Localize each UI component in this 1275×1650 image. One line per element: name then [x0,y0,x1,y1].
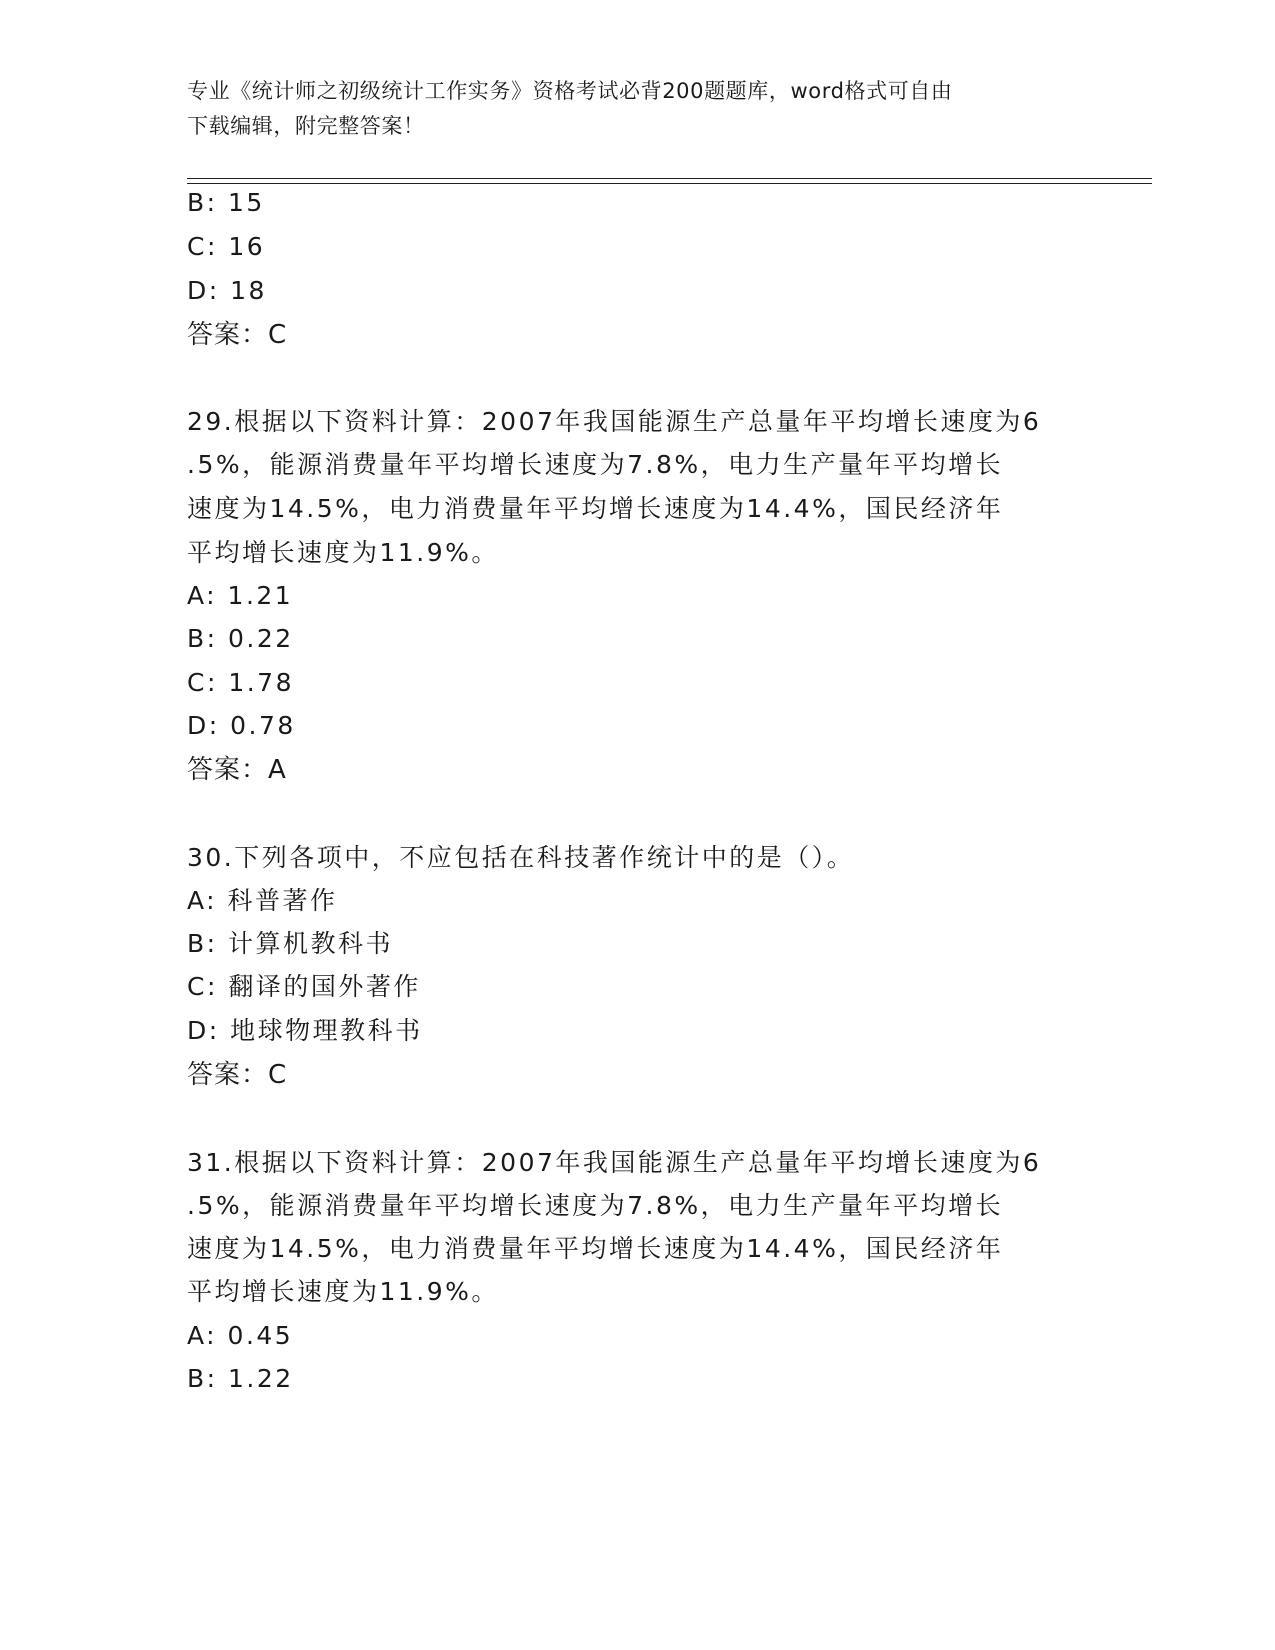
prev-answer: 答案：C [187,320,288,350]
q31-option-b: B: 1.22 [187,1364,294,1393]
q29-option-d: D: 0.78 [187,711,296,740]
header-line-2: 下载编辑，附完整答案！ [187,114,425,138]
header-divider-bottom [187,183,1152,184]
page-header [187,74,1067,144]
prev-option-b: B: 15 [187,188,265,217]
q29-option-b: B: 0.22 [187,624,294,653]
q29-text-line-3: 速度为14.5%，电力消费量年平均增长速度为14.4%，国民经济年 [187,494,1004,523]
q29-option-a: A: 1.21 [187,581,294,610]
q31-text-line-3: 速度为14.5%，电力消费量年平均增长速度为14.4%，国民经济年 [187,1234,1004,1263]
q31-text-line-2: .5%，能源消费量年平均增长速度为7.8%，电力生产量年平均增长 [187,1191,1004,1220]
q29-text-line-4: 平均增长速度为11.9%。 [187,538,499,567]
q29-text-line-2: .5%，能源消费量年平均增长速度为7.8%，电力生产量年平均增长 [187,450,1004,479]
q30-answer: 答案：C [187,1060,288,1090]
header-line-1: 专业《统计师之初级统计工作实务》资格考试必背200题题库，word格式可自由 [187,79,953,103]
header-divider-top [187,178,1152,179]
q29-text-line-1: 29.根据以下资料计算：2007年我国能源生产总量年平均增长速度为6 [187,407,1042,436]
prev-option-d: D: 18 [187,276,267,305]
q31-text-line-4: 平均增长速度为11.9%。 [187,1277,499,1306]
q31-text-line-1: 31.根据以下资料计算：2007年我国能源生产总量年平均增长速度为6 [187,1148,1042,1177]
q30-text-line-1: 30.下列各项中，不应包括在科技著作统计中的是（）。 [187,843,855,872]
prev-option-c: C: 16 [187,232,266,261]
q29-answer: 答案：A [187,755,287,785]
q30-option-c: C: 翻译的国外著作 [187,972,421,1001]
q29-option-c: C: 1.78 [187,668,294,697]
q30-option-a: A: 科普著作 [187,886,338,915]
q31-option-a: A: 0.45 [187,1321,294,1350]
q30-option-b: B: 计算机教科书 [187,929,394,958]
q30-option-d: D: 地球物理教科书 [187,1016,423,1045]
